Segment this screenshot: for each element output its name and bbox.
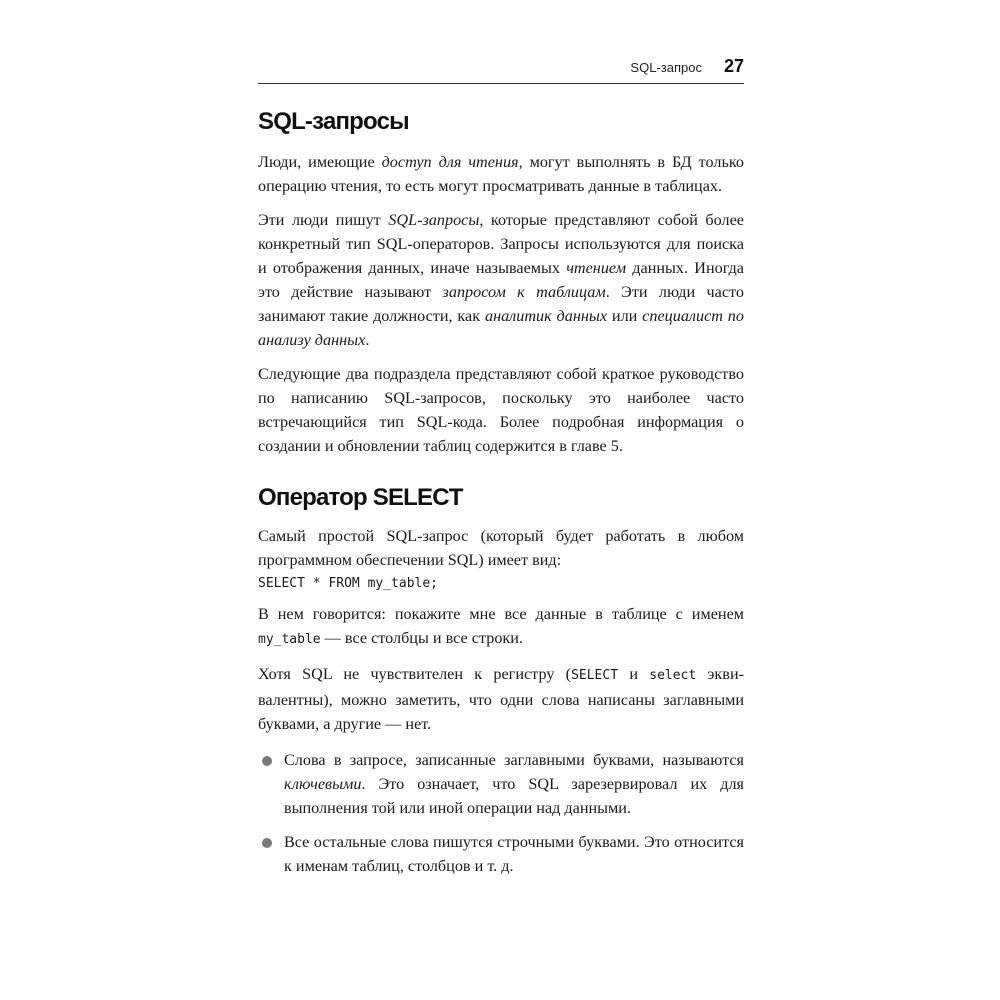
list-item: Все остальные слова пишутся строчными буквами. Это относится к именам таблиц, столбцов и т. д. xyxy=(258,830,744,878)
bullet-dot-icon xyxy=(262,756,272,766)
paragraph-sql-queries: Эти люди пишут SQL-запросы, которые представляют собой более конкретный тип SQL-операторов. Запросы используются для поиска и отображения данных, иначе называемых чтением данных. Иногда это действие называют запросом к таблицам. Эти люди часто занимают такие должности, как аналитик данных или специалист по анализу данных. xyxy=(258,211,745,349)
running-header xyxy=(258,56,744,84)
bullet-dot-icon xyxy=(262,838,272,848)
paragraph-case-sensitivity: Хотя SQL не чувствителен к регистру (SELECT и select эквивалентны), можно заметить, что одни слова написаны заглавными буквами, а другие — нет. xyxy=(258,665,744,733)
paragraph-guide-intro: Следующие два подраздела представляют собой краткое руководство по написанию SQL-запросов, поскольку это наиболее часто встречающийся тип SQL-кода. Более подробная информация о создании и обновлении таблиц содержится в главе 5. xyxy=(258,365,744,455)
paragraph-read-access: Люди, имеющие доступ для чтения, могут выполнять в БД только операцию чтения, то есть могут просматривать данные в таблицах. xyxy=(258,153,744,195)
running-header-title: SQL-запрос xyxy=(630,60,702,75)
inline-code-select-upper: SELECT xyxy=(571,668,619,683)
bullet-list xyxy=(258,748,744,878)
page-number: 27 xyxy=(723,56,744,76)
list-item: Слова в запросе, записанные заглавными буквами, называются ключевыми. Это означает, что SQL зарезервировал их для выполнения той или иной операции над данными. xyxy=(258,748,744,820)
book-page xyxy=(258,56,744,878)
code-snippet: SELECT * FROM my_table; xyxy=(258,576,439,591)
section-heading-select: Оператор SELECT xyxy=(258,484,463,511)
paragraph-query-meaning: В нем говорится: покажите мне все данные в таблице с именем my_table — все столбцы и все строки. xyxy=(258,605,744,647)
inline-code-table-name: my_table xyxy=(258,632,321,647)
inline-code-select-lower: select xyxy=(649,668,697,683)
paragraph-simplest-query: Самый простой SQL-запрос (который будет работать в любом программном обеспечении SQL) имеет вид: xyxy=(258,527,744,569)
section-heading-sql-queries: SQL-запросы xyxy=(258,108,409,135)
